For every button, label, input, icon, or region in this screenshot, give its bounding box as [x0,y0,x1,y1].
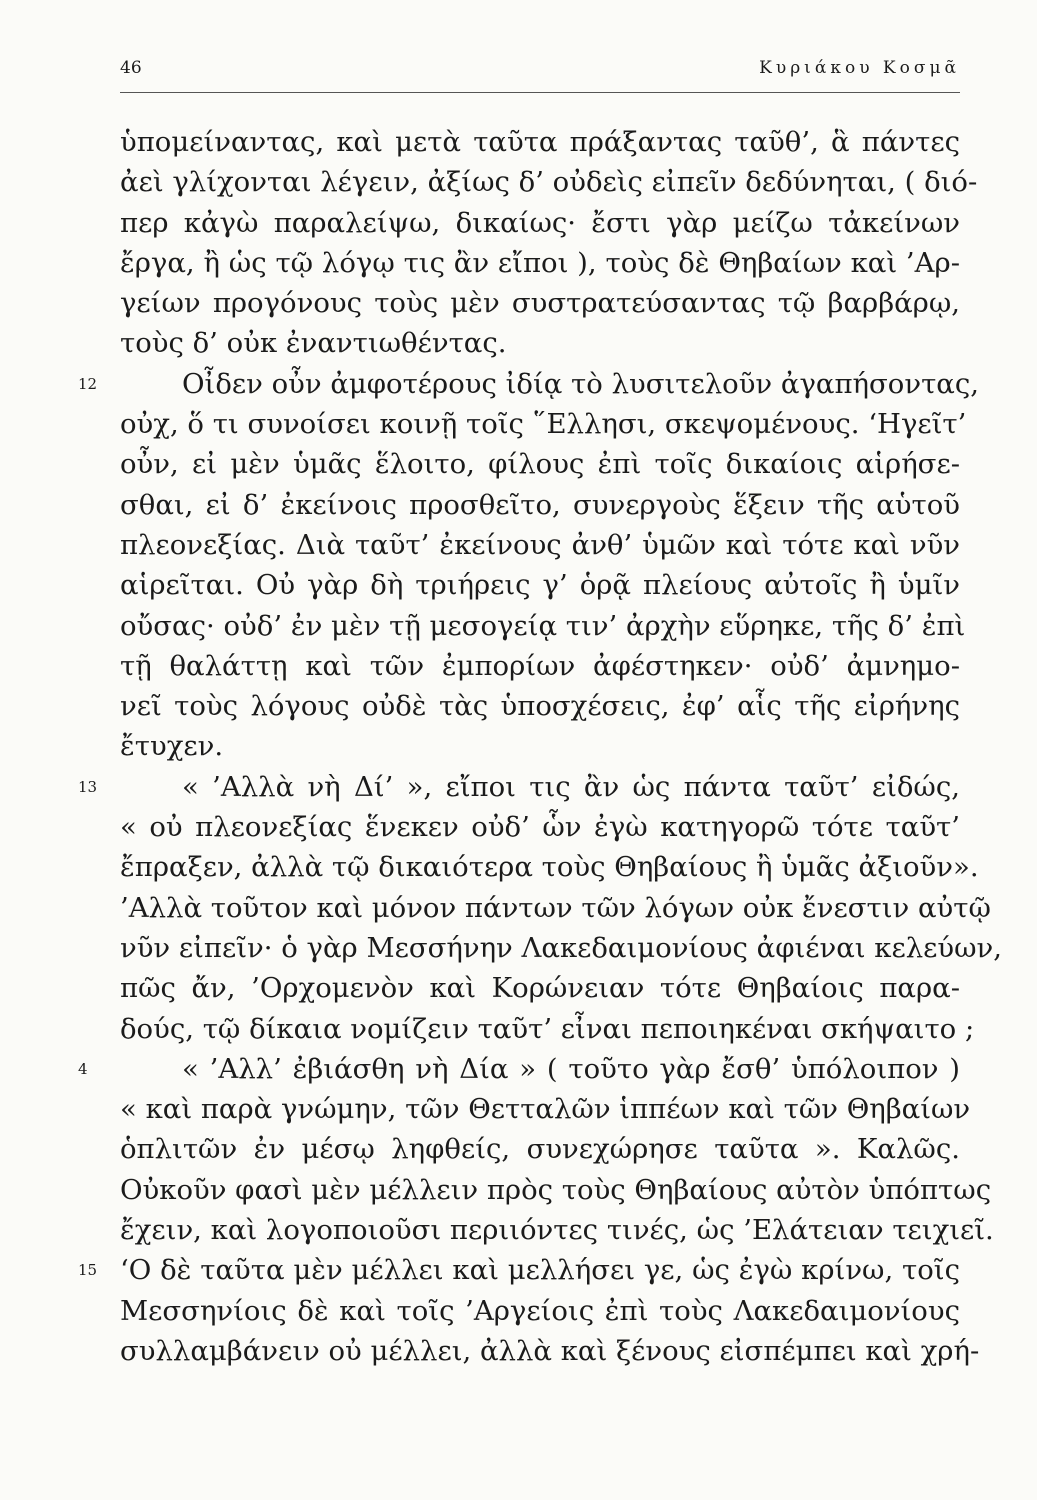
text-line [120,606,966,646]
line-text: ‘Ο δὲ ταῦτα μὲν μέλλει καὶ μελλήσει γε, ὡς ἐγὼ κρίνω, τοῖς [120,1254,960,1287]
line-text: « ’Αλλ’ ἐβιάσθη νὴ Δία » ( τοῦτο γὰρ ἔσθ’ ὑπόλοιπον ) [182,1052,960,1085]
line-text: σθαι, εἰ δ’ ἐκείνοις προσθεῖτο, συνεργοὺς ἕξειν τῆς αὑτοῦ [120,488,960,521]
line-text: ὁπλιτῶν ἐν μέσῳ ληφθείς, συνεχώρησε ταῦτα ». Καλῶς. [120,1133,960,1166]
line-text: « ’Αλλὰ νὴ Δί’ », εἴποι τις ἂν ὡς πάντα ταῦτ’ εἰδώς, [182,770,960,803]
body-text [78,122,1003,1371]
line-text: οὐχ, ὅ τι συνοίσει κοινῇ τοῖς ῞Ελλησι, σκεψομένους. ‘Ηγεῖτ’ [120,408,967,441]
line-text: οὔσας· οὐδ’ ἐν μὲν τῇ μεσογείᾳ τιν’ ἀρχὴν εὕρηκε, τῆς δ’ ἐπὶ [120,609,966,642]
text-line [120,444,960,484]
line-text: ἔχειν, καὶ λογοποιοῦσι περιιόντες τινές, ὡς ’Ελάτειαν τειχιεῖ. [120,1214,994,1247]
line-text: τοὺς δ’ οὐκ ἐναντιωθέντας. [120,327,507,360]
page-number: 46 [120,58,142,78]
line-text: πλεονεξίας. Διὰ ταῦτ’ ἐκείνους ἀνθ’ ὑμῶν καὶ τότε καὶ νῦν [120,528,960,561]
text-line [120,726,960,766]
line-text: ὑπομείναντας, καὶ μετὰ ταῦτα πράξαντας ταῦθ’, ἃ πάντες [120,126,960,158]
line-text: ἔπραξεν, ἀλλὰ τῷ δικαιότερα τοὺς Θηβαίους ἢ ὑμᾶς ἀξιοῦν». [120,851,979,884]
line-text: « καὶ παρὰ γνώμην, τῶν Θετταλῶν ἱππέων καὶ τῶν Θηβαίων [120,1093,971,1126]
text-line [120,1291,960,1331]
text-line [120,1089,971,1129]
text-line [120,162,978,202]
text-line [78,767,960,807]
text-line [120,283,960,323]
line-text: αἱρεῖται. Οὐ γὰρ δὴ τριήρεις γ’ ὁρᾷ πλείους αὐτοῖς ἢ ὑμῖν [120,569,960,602]
line-text: τῇ θαλάττῃ καὶ τῶν ἐμπορίων ἀφέστηκεν· οὐδ’ ἀμνημο- [120,649,960,682]
text-line [78,1049,960,1089]
section-number: 4 [78,1059,88,1078]
text-line [78,364,979,404]
text-line [120,404,967,444]
text-line [120,565,960,605]
text-line [120,1009,975,1049]
line-text: νεῖ τοὺς λόγους οὐδὲ τὰς ὑποσχέσεις, ἐφ’ αἷς τῆς εἰρήνης [120,690,960,723]
text-line [120,646,960,686]
line-text: δούς, τῷ δίκαια νομίζειν ταῦτ’ εἶναι πεποιηκέναι σκήψαιτο ; [120,1012,975,1045]
line-text: ἔτυχεν. [120,730,224,763]
line-text: ’Αλλὰ τοῦτον καὶ μόνον πάντων τῶν λόγων οὐκ ἔνεστιν αὐτῷ [120,891,991,924]
line-text: « οὐ πλεονεξίας ἕνεκεν οὐδ’ ὧν ἐγὼ κατηγορῶ τότε ταῦτ’ [120,811,960,844]
text-line [120,485,960,525]
line-text: οὖν, εἰ μὲν ὑμᾶς ἕλοιτο, φίλους ἐπὶ τοῖς δικαίοις αἱρήσε- [120,448,960,481]
text-line [120,807,960,847]
running-title: Κυριάκου Κοσμᾶ [759,58,960,78]
line-text: πῶς ἄν, ’Ορχομενὸν καὶ Κορώνειαν τότε Θηβαίοις παρα- [120,972,960,1005]
text-line [120,525,960,565]
text-line [120,888,991,928]
text-line [78,1250,960,1290]
line-text: Οἶδεν οὖν ἀμφοτέρους ἰδίᾳ τὸ λυσιτελοῦν ἀγαπήσοντας, [182,367,979,400]
text-line [120,122,960,162]
text-line [120,1210,994,1250]
text-line [120,1331,980,1371]
section-number: 12 [78,374,98,393]
text-line [120,1170,992,1210]
line-text: ἔργα, ἢ ὡς τῷ λόγῳ τις ἂν εἴποι ), τοὺς δὲ Θηβαίων καὶ ’Αρ- [120,246,960,279]
line-text: Οὐκοῦν φασὶ μὲν μέλλειν πρὸς τοὺς Θηβαίους αὐτὸν ὑπόπτως [120,1173,992,1206]
line-text: Μεσσηνίοις δὲ καὶ τοῖς ’Αργείοις ἐπὶ τοὺς Λακεδαιμονίους [120,1294,960,1327]
section-number: 13 [78,777,98,796]
text-line [120,686,960,726]
section-number: 15 [78,1261,98,1280]
text-line [120,203,960,243]
line-text: ἀεὶ γλίχονται λέγειν, ἀξίως δ’ οὐδεὶς εἰπεῖν δεδύνηται, ( διό- [120,166,978,199]
line-text: νῦν εἰπεῖν· ὁ γὰρ Μεσσήνην Λακεδαιμονίους ἀφιέναι κελεύων, [120,931,1003,964]
text-line [120,243,960,283]
header-rule [120,92,960,93]
running-head [120,58,960,86]
text-line [120,928,1003,968]
text-line [120,323,960,363]
line-text: συλλαμβάνειν οὐ μέλλει, ἀλλὰ καὶ ξένους εἰσπέμπει καὶ χρή- [120,1334,980,1367]
line-text: περ κἀγὼ παραλείψω, δικαίως· ἔστι γὰρ μείζω τἀκείνων [120,206,960,239]
text-line [120,968,960,1008]
line-text: γείων προγόνους τοὺς μὲν συστρατεύσαντας τῷ βαρβάρῳ, [120,287,960,320]
text-line [120,1129,960,1169]
text-line [120,847,979,887]
